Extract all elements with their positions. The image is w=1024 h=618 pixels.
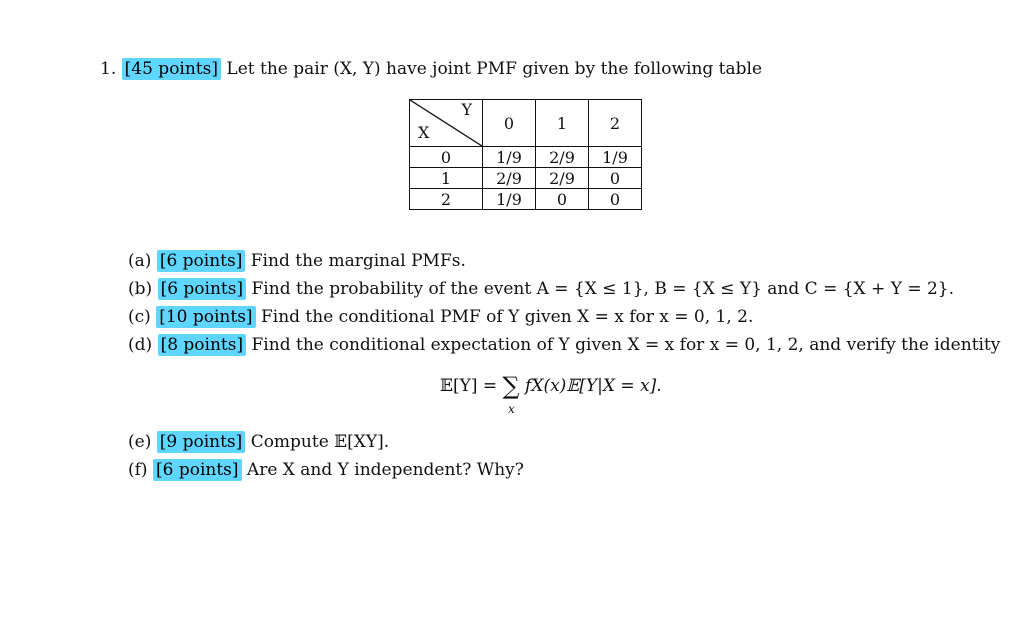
table-row xyxy=(410,147,642,168)
formula-lhs: 𝔼[Y] = xyxy=(440,376,503,396)
table-header-row xyxy=(410,100,642,147)
points-badge: [45 points] xyxy=(122,58,221,80)
table-cell: 2/9 xyxy=(536,168,589,189)
part-c xyxy=(128,306,753,328)
points-badge: [6 points] xyxy=(158,278,247,300)
sum-subscript: x xyxy=(508,402,515,416)
y-header: 1 xyxy=(536,100,589,147)
points-badge: [8 points] xyxy=(158,334,247,356)
part-b xyxy=(128,278,954,300)
part-label: (c) xyxy=(128,307,151,327)
table-cell: 2/9 xyxy=(536,147,589,168)
part-d xyxy=(128,334,1000,356)
table-cell: 0 xyxy=(589,168,642,189)
part-text: Compute 𝔼[XY]. xyxy=(250,432,390,452)
problem-header xyxy=(100,58,762,80)
part-label: (d) xyxy=(128,335,153,355)
table-cell: 2/9 xyxy=(483,168,536,189)
y-header: 0 xyxy=(483,100,536,147)
x-header: 0 xyxy=(410,147,483,168)
table-cell: 1/9 xyxy=(483,189,536,210)
table-cell: 0 xyxy=(536,189,589,210)
table-cell: 1/9 xyxy=(483,147,536,168)
points-badge: [10 points] xyxy=(156,306,255,328)
table-corner-cell xyxy=(410,100,483,147)
part-e xyxy=(128,431,389,453)
points-badge: [6 points] xyxy=(153,459,242,481)
part-label: (f) xyxy=(128,460,148,480)
part-text: Find the conditional expectation of Y given X = x for x = 0, 1, 2, and verify the identity xyxy=(251,335,1001,355)
problem-number: 1. xyxy=(100,59,117,79)
formula-rhs: fX(x)𝔼[Y|X = x]. xyxy=(525,376,662,396)
identity-formula xyxy=(440,372,662,400)
part-label: (e) xyxy=(128,432,152,452)
corner-label-x: X xyxy=(418,123,430,142)
table-cell: 1/9 xyxy=(589,147,642,168)
part-f xyxy=(128,459,524,481)
sum-symbol: ∑ xyxy=(502,372,520,400)
part-a xyxy=(128,250,466,272)
table-row xyxy=(410,189,642,210)
table-cell: 0 xyxy=(589,189,642,210)
part-text: Find the probability of the event A = {X ≤ 1}, B = {X ≤ Y} and C = {X + Y = 2}. xyxy=(251,279,955,299)
table-row xyxy=(410,168,642,189)
points-badge: [6 points] xyxy=(157,250,246,272)
x-header: 1 xyxy=(410,168,483,189)
x-header: 2 xyxy=(410,189,483,210)
part-label: (a) xyxy=(128,251,152,271)
part-text: Are X and Y independent? Why? xyxy=(246,460,524,480)
corner-label-y: Y xyxy=(461,100,472,119)
problem-statement: Let the pair (X, Y) have joint PMF given by the following table xyxy=(226,59,763,79)
y-header: 2 xyxy=(589,100,642,147)
points-badge: [9 points] xyxy=(157,431,246,453)
joint-pmf-table xyxy=(409,99,642,210)
part-text: Find the conditional PMF of Y given X = x for x = 0, 1, 2. xyxy=(260,307,754,327)
part-label: (b) xyxy=(128,279,153,299)
part-text: Find the marginal PMFs. xyxy=(250,251,466,271)
